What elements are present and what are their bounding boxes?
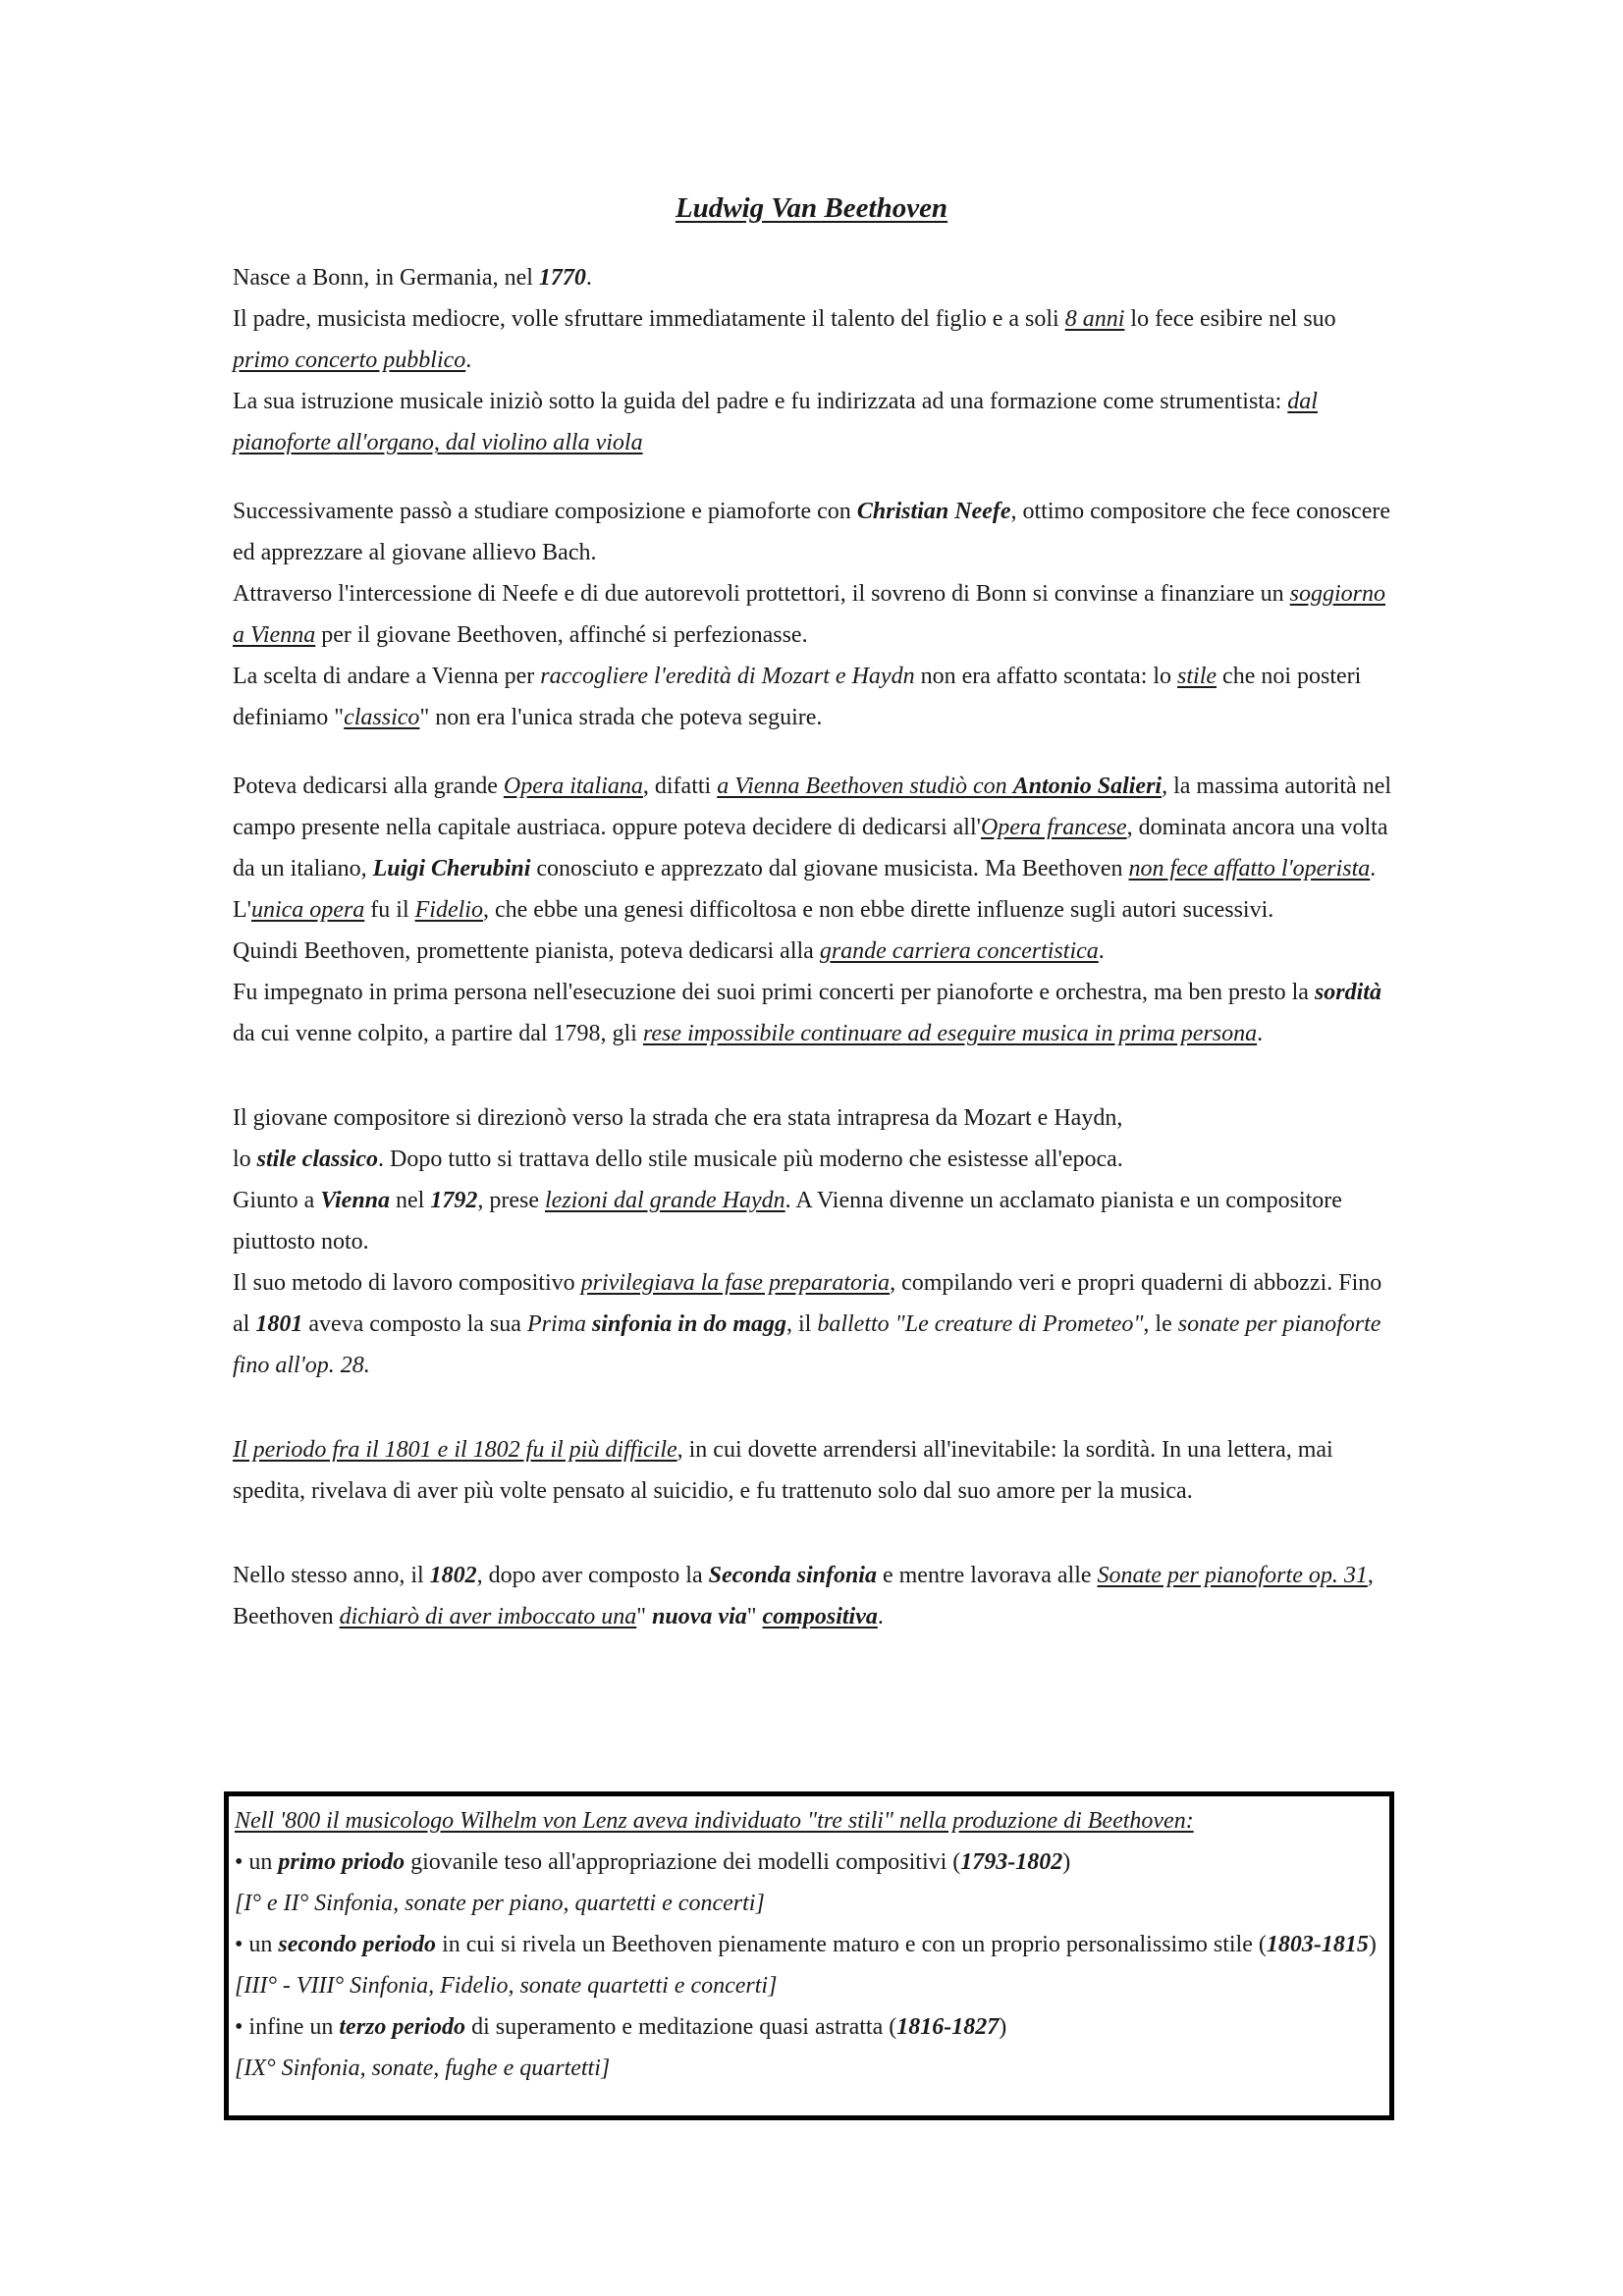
text: , dominata ancora una volta da un italiano, <box>233 815 1388 881</box>
text: ) <box>1062 1849 1071 1875</box>
text: Nasce a Bonn, in Germania, nel <box>233 265 539 291</box>
list-item-second-period <box>235 1924 1380 2006</box>
text: La sua istruzione musicale iniziò sotto la guida del padre e fu indirizzata ad una formazione come strumentista: <box>233 389 1288 414</box>
underlined-text: unica opera <box>250 897 365 923</box>
text: , difatti <box>642 774 718 799</box>
text: . <box>465 347 472 373</box>
underlined-text: Fidelio <box>414 897 483 923</box>
emphasis: Antonio Salieri <box>1012 774 1163 799</box>
underlined-text: soggiorno a Vienna <box>233 581 1386 648</box>
text: , Beethoven <box>233 1563 1374 1629</box>
text: Il suo metodo di lavoro compositivo <box>233 1270 581 1296</box>
underlined-text: 8 anni <box>1064 306 1125 332</box>
emphasis: 1792 <box>430 1188 478 1213</box>
text: non era affatto scontata: lo <box>914 664 1178 689</box>
text: . A Vienna divenne un acclamato pianista e un compositore piuttosto noto. <box>233 1188 1342 1255</box>
text: . <box>1098 938 1105 964</box>
emphasis: 1801 <box>255 1311 303 1337</box>
text: di superamento e meditazione quasi astratta ( <box>465 2014 897 2040</box>
text: Successivamente passò a studiare composizione e piamoforte con <box>233 499 857 524</box>
underlined-text: grande carriera concertistica <box>819 938 1099 964</box>
paragraph-options <box>233 766 1391 1054</box>
text: , dopo aver composto la <box>476 1563 709 1588</box>
text: " <box>746 1604 763 1629</box>
text: Il padre, musicista mediocre, volle sfruttare immediatamente il talento del figlio e a soli <box>233 306 1065 332</box>
underlined-text: lezioni dal grande Haydn <box>545 1188 785 1213</box>
emphasis: 1770 <box>538 265 586 291</box>
underlined-text: a Vienna Beethoven studiò con <box>717 774 1013 799</box>
text: Il giovane compositore si direzionò verso la strada che era stata intrapresa da Mozart e Haydn, <box>233 1105 1123 1131</box>
underlined-text: stile <box>1177 664 1217 689</box>
bullet-text: • infine un <box>235 2014 340 2040</box>
emphasis: stile classico <box>256 1147 378 1172</box>
paragraph-studies <box>233 491 1391 738</box>
text: Giunto a <box>233 1188 321 1213</box>
text: fu il <box>364 897 415 923</box>
emphasis: Christian Neefe <box>856 499 1011 524</box>
paragraph-new-way <box>233 1555 1391 1637</box>
text: Nello stesso anno, il <box>233 1563 430 1588</box>
text: Poteva dedicarsi alla grande <box>233 774 504 799</box>
italic-text: [IX° Sinfonia, sonate, fughe e quartetti] <box>235 2056 611 2081</box>
italic-text: Prima <box>526 1311 586 1337</box>
text: per il giovane Beethoven, affinché si perfezionasse. <box>315 622 808 648</box>
emphasis: 1793-1802 <box>960 1849 1063 1875</box>
underlined-text: rese impossibile continuare ad eseguire musica in prima persona <box>642 1021 1258 1046</box>
paragraph-birth <box>233 257 1391 463</box>
text: , compilando veri e propri quaderni di abbozzi. Fino al <box>233 1270 1382 1337</box>
underlined-text: dichiarò di aver imboccato una <box>339 1604 637 1629</box>
bullet-text: • un <box>235 1932 279 1957</box>
emphasis: 1803-1815 <box>1266 1932 1369 1957</box>
emphasis: 1802 <box>429 1563 477 1588</box>
text: lo <box>233 1147 257 1172</box>
italic-text: balletto "Le creature di Prometeo" <box>817 1311 1144 1337</box>
text: nel <box>390 1188 431 1213</box>
text: " non era l'unica strada che poteva seguire. <box>419 705 823 730</box>
emphasis: terzo periodo <box>339 2014 466 2040</box>
text: che noi posteri definiamo " <box>233 664 1362 730</box>
text: Quindi Beethoven, promettente pianista, poteva dedicarsi alla <box>233 938 820 964</box>
document-title: Ludwig Van Beethoven <box>675 192 948 224</box>
emphasis: 1816-1827 <box>896 2014 1000 2040</box>
underlined-text: Opera francese <box>980 815 1127 840</box>
text: , in cui dovette arrendersi all'inevitabile: la sordità. In una lettera, mai spedita, rivelava di aver più volte pensato al suicidio, e fu trattenuto solo dal suo amore per la musica. <box>233 1437 1333 1504</box>
underlined-text: Sonate per pianoforte op. 31 <box>1097 1563 1368 1588</box>
text: Attraverso l'intercessione di Neefe e di due autorevoli prottettori, il sovreno di Bonn si convinse a finanziare un <box>233 581 1290 607</box>
underlined-text: privilegiava la fase preparatoria <box>580 1270 891 1296</box>
emphasis: compositiva <box>762 1604 878 1629</box>
text: ) <box>1368 1932 1377 1957</box>
underlined-text: dal pianoforte all'organo, dal violino alla viola <box>233 389 1318 455</box>
text: , la massima autorità nel campo presente nella capitale austriaca. oppure poteva decidere di dedicarsi all' <box>233 774 1392 840</box>
text: , ottimo compositore che fece conoscere ed apprezzare al giovane allievo Bach. <box>233 499 1390 565</box>
text: " <box>636 1604 653 1629</box>
text: e mentre lavorava alle <box>876 1563 1098 1588</box>
text: , le <box>1143 1311 1178 1337</box>
italic-text: sonate per pianoforte fino all'op. 28. <box>233 1311 1381 1378</box>
emphasis: Luigi Cherubini <box>372 856 531 881</box>
text: , che ebbe una genesi difficoltosa e non ebbe dirette influenze sugli autori sucessivi. <box>482 897 1274 923</box>
emphasis: Vienna <box>320 1188 391 1213</box>
italic-text: [I° e II° Sinfonia, sonate per piano, quartetti e concerti] <box>235 1891 765 1916</box>
document-body <box>233 257 1391 1637</box>
emphasis: sordità <box>1314 980 1381 1005</box>
text: . L' <box>233 856 1377 923</box>
text: Fu impegnato in prima persona nell'esecuzione dei suoi primi concerti per pianoforte e orchestra, ma ben presto la <box>233 980 1315 1005</box>
underlined-text: non fece affatto l'operista <box>1128 856 1371 881</box>
text: ) <box>999 2014 1007 2040</box>
text: . <box>877 1604 884 1629</box>
emphasis: nuova via <box>652 1604 747 1629</box>
text: . Dopo tutto si trattava dello stile musicale più moderno che esistesse all'epoca. <box>378 1147 1123 1172</box>
underlined-text: classico <box>344 705 420 730</box>
list-item-first-period <box>235 1842 1380 1924</box>
underlined-text: Opera italiana <box>503 774 643 799</box>
bullet-text: • un <box>235 1849 279 1875</box>
box-intro: Nell '800 il musicologo Wilhelm von Lenz aveva individuato "tre stili" nella produzione di Beethoven: <box>235 1808 1194 1834</box>
emphasis: secondo periodo <box>278 1932 437 1957</box>
text: da cui venne colpito, a partire dal 1798, gli <box>233 1021 643 1046</box>
paragraph-hard-period <box>233 1429 1391 1512</box>
text: giovanile teso all'appropriazione dei modelli compositivi ( <box>405 1849 961 1875</box>
text: . <box>1257 1021 1264 1046</box>
underlined-text: Il periodo fra il 1801 e il 1802 fu il più difficile <box>233 1437 677 1463</box>
text: . <box>585 265 592 291</box>
underlined-text: primo concerto pubblico <box>233 347 466 373</box>
text: , prese <box>477 1188 545 1213</box>
three-styles-box <box>224 1791 1394 2120</box>
text: in cui si rivela un Beethoven pienamente maturo e con un proprio personalissimo stile ( <box>436 1932 1267 1957</box>
text: conosciuto e apprezzato dal giovane musicista. Ma Beethoven <box>530 856 1129 881</box>
emphasis: sinfonia in do magg <box>591 1311 786 1337</box>
text: La scelta di andare a Vienna per <box>233 664 541 689</box>
list-item-third-period <box>235 2006 1380 2089</box>
emphasis: primo priodo <box>278 1849 406 1875</box>
text: lo fece esibire nel suo <box>1124 306 1336 332</box>
paragraph-classic-style <box>233 1097 1391 1386</box>
emphasis: Seconda sinfonia <box>708 1563 877 1588</box>
italic-text: raccogliere l'eredità di Mozart e Haydn <box>540 664 915 689</box>
italic-text: [III° - VIII° Sinfonia, Fidelio, sonate quartetti e concerti] <box>235 1973 778 1999</box>
text: aveva composto la sua <box>302 1311 527 1337</box>
text: , il <box>785 1311 818 1337</box>
